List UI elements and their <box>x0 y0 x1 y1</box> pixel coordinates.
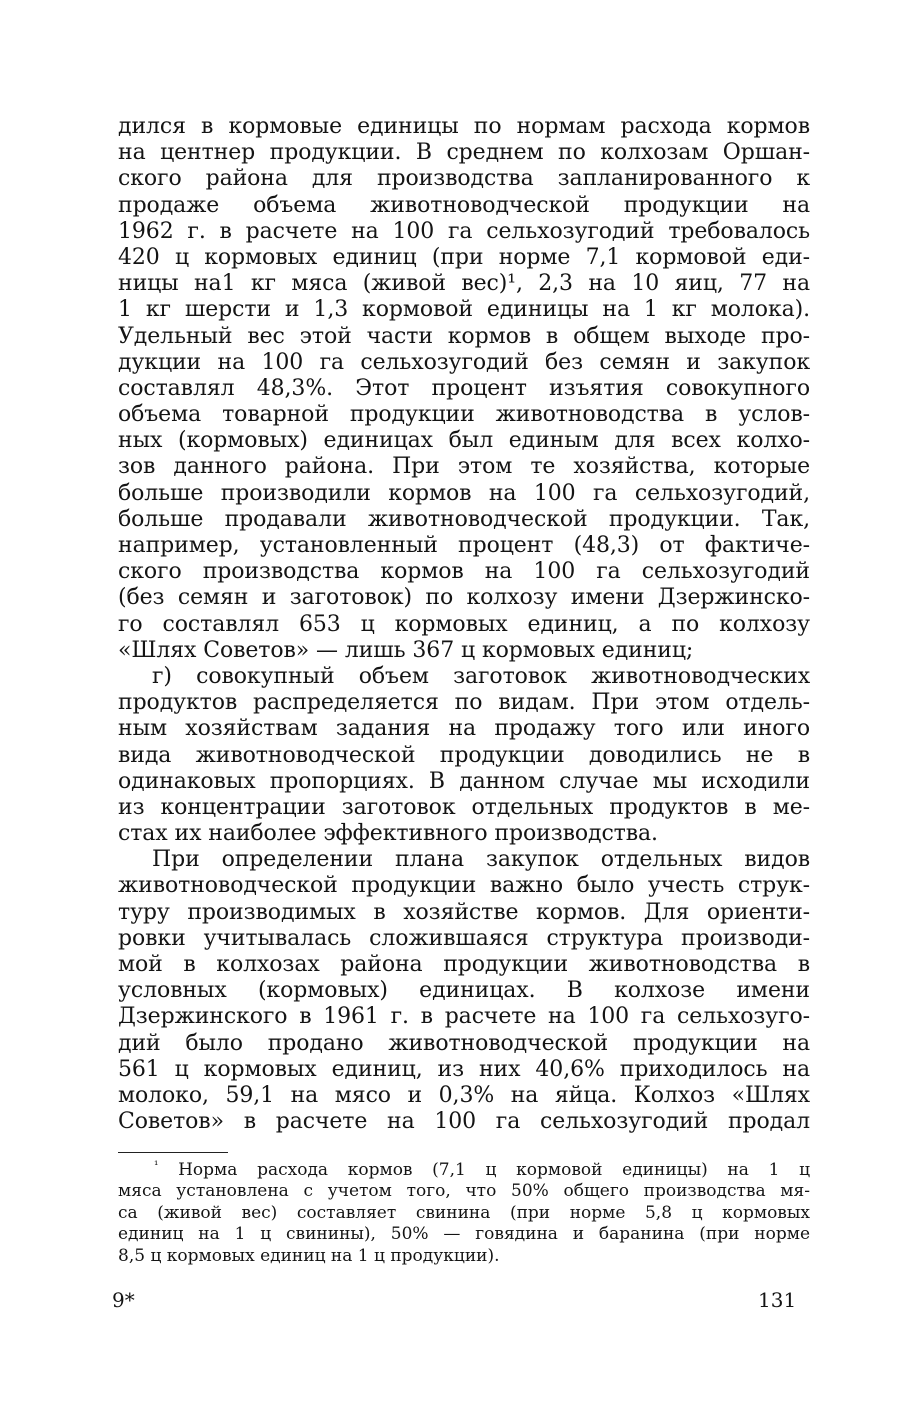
text-line: например, установленный процент (48,3) от фактиче- <box>118 533 810 558</box>
footnote <box>118 1160 810 1267</box>
text-line: мой в колхозах района продукции животноводства в <box>118 952 810 977</box>
text-line: го составлял 653 ц кормовых единиц, а по колхозу <box>118 611 810 637</box>
text-line: животноводческой продукции важно было учесть струк- <box>118 873 810 899</box>
text-line: ского района для производства запланированного к <box>118 166 810 192</box>
text-line: дился в кормовые единицы по нормам расхода кормов <box>118 114 810 139</box>
text-line: больше продавали животноводческой продукции. Так, <box>118 506 810 532</box>
text-line: молоко, 59,1 на мясо и 0,3% на яйца. Колхоз «Шлях <box>118 1082 810 1108</box>
text-line: ровки учитывалась сложившаяся структура производи- <box>118 925 810 951</box>
text-line: 1 кг шерсти и 1,3 кормовой единицы на 1 кг молока). <box>118 297 810 323</box>
text-line: объема товарной продукции животноводства в услов- <box>118 402 810 428</box>
footnote-text: Норма расхода кормов (7,1 ц кормовой единицы) на 1 ц <box>178 1160 811 1180</box>
text-line: продуктов распределяется по видам. При этом отдель- <box>118 690 810 716</box>
text-line: 420 ц кормовых единиц (при норме 7,1 кормовой еди- <box>118 244 810 270</box>
text-line: продаже объема животноводческой продукции на <box>118 192 810 218</box>
footnote-marker: ¹ <box>154 1158 159 1172</box>
paragraph-first-line: г) совокупный объем заготовок животноводческих <box>152 663 810 689</box>
text-line: зов данного района. При этом те хозяйства, которые <box>118 454 810 480</box>
text-line: Дзержинского в 1961 г. в расчете на 100 га сельхозуго- <box>118 1004 810 1030</box>
page-number: 131 <box>758 1288 797 1312</box>
text-line: на центнер продукции. В среднем по колхозам Оршан- <box>118 140 810 166</box>
text-line: вида животноводческой продукции доводились не в <box>118 742 810 768</box>
signature-mark: 9* <box>112 1288 135 1312</box>
text-line: ных (кормовых) единицах был единым для всех колхо- <box>118 428 810 454</box>
text-line: дий было продано животноводческой продукции на <box>118 1030 810 1056</box>
text-line: составлял 48,3%. Этот процент изъятия совокупного <box>118 375 810 401</box>
text-line: из концентрации заготовок отдельных продуктов в ме- <box>118 794 810 820</box>
text-line: (без семян и заготовок) по колхозу имени Дзержинско- <box>118 585 810 611</box>
text-line: Советов» в расчете на 100 га сельхозугодий продал <box>118 1109 810 1135</box>
text-line: стах их наиболее эффективного производства. <box>118 821 658 847</box>
text-line: «Шлях Советов» — лишь 367 ц кормовых единиц; <box>118 637 694 663</box>
text-line: условных (кормовых) единицах. В колхозе имени <box>118 978 810 1004</box>
body-text <box>118 114 810 1135</box>
footnote-line: са (живой вес) составляет свинина (при норме 5,8 ц кормовых <box>118 1202 810 1223</box>
text-line: ным хозяйствам задания на продажу того или иного <box>118 716 810 742</box>
text-line: дукции на 100 га сельхозугодий без семян и закупок <box>118 349 810 375</box>
footnote-line: 8,5 ц кормовых единиц на 1 ц продукции). <box>118 1245 500 1266</box>
text-line: больше производили кормов на 100 га сельхозугодий, <box>118 480 810 506</box>
footnote-line: единиц на 1 ц свинины), 50% — говядина и баранина (при норме <box>118 1224 810 1245</box>
footnote-line: мяса установлена с учетом того, что 50% общего производства мя- <box>118 1181 810 1202</box>
text-line: ского производства кормов на 100 га сельхозугодий <box>118 559 810 585</box>
text-line: 561 ц кормовых единиц, из них 40,6% приходилось на <box>118 1056 810 1082</box>
text-line: одинаковых пропорциях. В данном случае мы исходили <box>118 768 810 794</box>
text-line: туру производимых в хозяйстве кормов. Для ориенти- <box>118 899 810 925</box>
paragraph-first-line: При определении плана закупок отдельных видов <box>152 847 810 873</box>
footnote-first-line <box>118 1160 810 1181</box>
text-line: Удельный вес этой части кормов в общем выходе про- <box>118 323 810 349</box>
footnote-divider <box>118 1152 228 1153</box>
text-line: 1962 г. в расчете на 100 га сельхозугодий требовалось <box>118 218 810 244</box>
text-line: ницы на1 кг мяса (живой вес)¹, 2,3 на 10 яиц, 77 на <box>118 271 810 297</box>
